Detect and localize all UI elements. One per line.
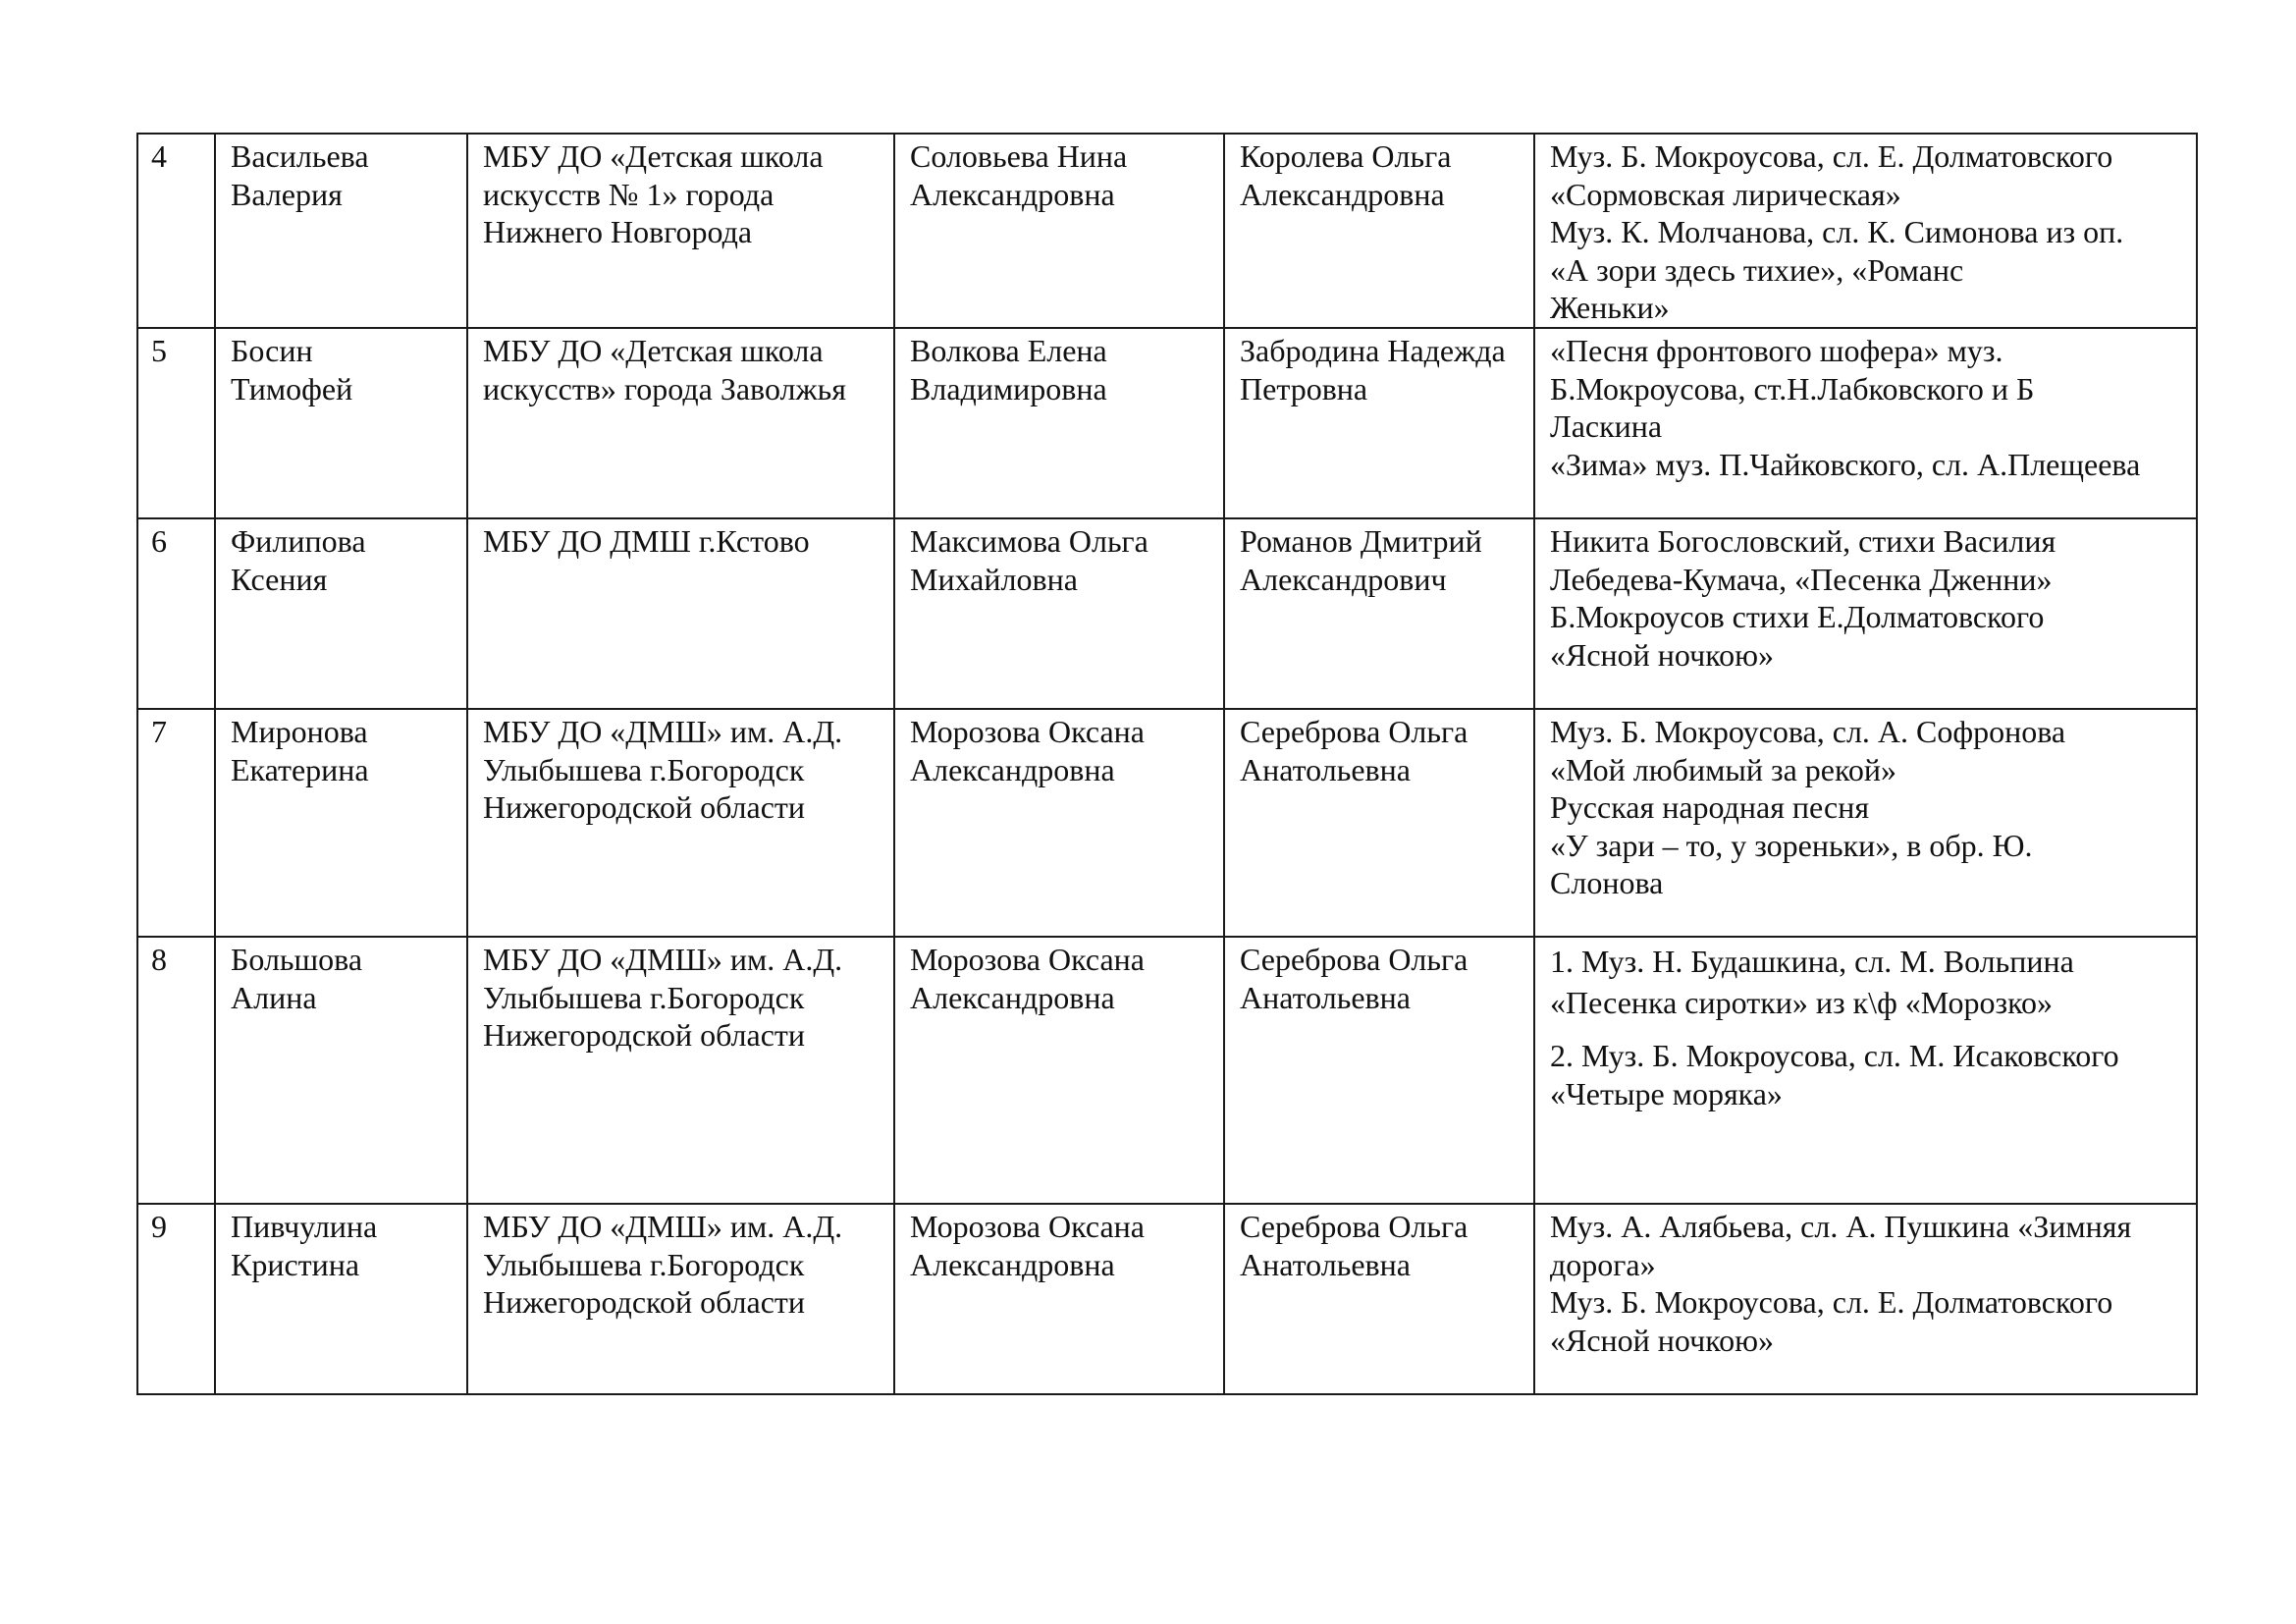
row-number: 4	[137, 134, 215, 328]
text-line: Ксения	[231, 561, 328, 597]
text-line: «Зима» муз. П.Чайковского, сл. А.Плещеева	[1550, 446, 2141, 482]
text-line: Муз. А. Алябьева, сл. А. Пушкина «Зимняя	[1550, 1208, 2132, 1244]
text-line: Пивчулина	[231, 1208, 378, 1244]
row-number: 7	[137, 709, 215, 937]
text-line: Морозова Оксана	[910, 1208, 1145, 1244]
teacher-cell	[894, 518, 1224, 709]
text-line: Босин	[231, 332, 313, 368]
text-line: Муз. Б. Мокроусова, сл. Е. Долматовского	[1550, 138, 2113, 174]
text-line: Муз. К. Молчанова, сл. К. Симонова из оп.	[1550, 214, 2124, 250]
text-line: дорога»	[1550, 1246, 1656, 1282]
text-line: Александровна	[910, 751, 1115, 787]
text-line: «Мой любимый за рекой»	[1550, 751, 1897, 787]
accompanist-cell	[1224, 709, 1534, 937]
repertoire-cell	[1534, 328, 2197, 518]
table-row	[137, 1204, 2197, 1394]
text-line: Сереброва Ольга	[1240, 1208, 1468, 1244]
text-line: Забродина Надежда	[1240, 332, 1506, 368]
text-line: «Сормовская лирическая»	[1550, 176, 1901, 212]
school-cell	[467, 328, 894, 518]
text-line: Валерия	[231, 176, 343, 212]
text-line: Соловьева Нина	[910, 138, 1128, 174]
school-cell	[467, 937, 894, 1204]
text-line: Романов Дмитрий	[1240, 522, 1482, 559]
text-line: Александровна	[910, 979, 1115, 1015]
teacher-cell	[894, 134, 1224, 328]
text-line: Слонова	[1550, 865, 1664, 901]
text-line: «Песенка сиротки» из к\ф «Морозко»	[1550, 984, 2054, 1020]
text-line: Александрович	[1240, 561, 1447, 597]
text-line: Александровна	[910, 176, 1115, 212]
text-line: Морозова Оксана	[910, 941, 1145, 977]
text-line: Нижегородской области	[483, 789, 806, 826]
text-line: Алина	[231, 979, 317, 1015]
text-line: искусств» города Заволжья	[483, 370, 846, 406]
text-line: Волкова Елена	[910, 332, 1107, 368]
participant-name	[215, 134, 467, 328]
participant-name	[215, 1204, 467, 1394]
text-line: Большова	[231, 941, 363, 977]
text-line: Муз. Б. Мокроусова, сл. Е. Долматовского	[1550, 1284, 2113, 1321]
row-number: 6	[137, 518, 215, 709]
text-line: Владимировна	[910, 370, 1107, 406]
text-line: МБУ ДО «ДМШ» им. А.Д.	[483, 941, 843, 977]
text-line: Улыбышева г.Богородск	[483, 1246, 805, 1282]
table-row	[137, 937, 2197, 1204]
text-line: 2. Муз. Б. Мокроусова, сл. М. Исаковского	[1550, 1037, 2119, 1073]
text-line: «У зари – то, у зореньки», в обр. Ю.	[1550, 827, 2033, 863]
text-line: «А зори здесь тихие», «Романс	[1550, 251, 1964, 288]
accompanist-cell	[1224, 1204, 1534, 1394]
teacher-cell	[894, 937, 1224, 1204]
text-line: Нижегородской области	[483, 1017, 806, 1054]
text-line: «Ясной ночкою»	[1550, 636, 1775, 673]
text-line: Сереброва Ольга	[1240, 713, 1468, 749]
text-line: Улыбышева г.Богородск	[483, 979, 805, 1015]
text-line: «Песня фронтового шофера» муз.	[1550, 332, 2003, 368]
text-line: Никита Богословский, стихи Василия	[1550, 522, 2056, 559]
text-line: Сереброва Ольга	[1240, 941, 1468, 977]
text-line: Улыбышева г.Богородск	[483, 751, 805, 787]
text-line: Тимофей	[231, 370, 353, 406]
text-line: Кристина	[231, 1246, 360, 1282]
row-number: 9	[137, 1204, 215, 1394]
text-line: Анатольевна	[1240, 979, 1411, 1015]
text-line: Нижнего Новгорода	[483, 214, 753, 250]
table-row	[137, 518, 2197, 709]
participant-name	[215, 328, 467, 518]
text-line: МБУ ДО «ДМШ» им. А.Д.	[483, 713, 843, 749]
text-line: 1. Муз. Н. Будашкина, сл. М. Вольпина	[1550, 943, 2074, 979]
repertoire-cell	[1534, 937, 2197, 1204]
text-line: Максимова Ольга	[910, 522, 1148, 559]
participant-name	[215, 937, 467, 1204]
teacher-cell	[894, 328, 1224, 518]
text-line: Петровна	[1240, 370, 1368, 406]
text-line: Александровна	[910, 1246, 1115, 1282]
text-line: Анатольевна	[1240, 1246, 1411, 1282]
text-line: МБУ ДО «Детская школа	[483, 138, 824, 174]
teacher-cell	[894, 1204, 1224, 1394]
text-line: Лебедева-Кумача, «Песенка Дженни»	[1550, 561, 2053, 597]
accompanist-cell	[1224, 328, 1534, 518]
participant-name	[215, 709, 467, 937]
participant-name	[215, 518, 467, 709]
repertoire-cell	[1534, 709, 2197, 937]
text-line: искусств № 1» города	[483, 176, 774, 212]
row-number: 5	[137, 328, 215, 518]
table-row	[137, 134, 2197, 328]
text-line: Женьки»	[1550, 290, 1670, 326]
accompanist-cell	[1224, 134, 1534, 328]
school-cell	[467, 709, 894, 937]
repertoire-cell	[1534, 518, 2197, 709]
table-row	[137, 328, 2197, 518]
accompanist-cell	[1224, 518, 1534, 709]
teacher-cell	[894, 709, 1224, 937]
text-line: Миронова	[231, 713, 368, 749]
text-line: Александровна	[1240, 176, 1445, 212]
text-line: Русская народная песня	[1550, 789, 1870, 826]
row-number: 8	[137, 937, 215, 1204]
text-line: «Ясной ночкою»	[1550, 1322, 1775, 1358]
text-line: Морозова Оксана	[910, 713, 1145, 749]
text-line: Михайловна	[910, 561, 1078, 597]
participants-table	[136, 133, 2198, 1395]
text-line: Королева Ольга	[1240, 138, 1452, 174]
text-line: Анатольевна	[1240, 751, 1411, 787]
repertoire-cell	[1534, 134, 2197, 328]
text-line: МБУ ДО «Детская школа	[483, 332, 824, 368]
text-line: Васильева	[231, 138, 369, 174]
text-line: Ласкина	[1550, 408, 1663, 445]
text-line: Нижегородской области	[483, 1284, 806, 1321]
school-cell	[467, 134, 894, 328]
text-line: «Четыре моряка»	[1550, 1075, 1783, 1111]
school-cell	[467, 1204, 894, 1394]
repertoire-cell	[1534, 1204, 2197, 1394]
text-line: МБУ ДО «ДМШ» им. А.Д.	[483, 1208, 843, 1244]
text-line: Б.Мокроусова, ст.Н.Лабковского и Б	[1550, 370, 2035, 406]
text-line: Муз. Б. Мокроусова, сл. А. Софронова	[1550, 713, 2066, 749]
school-cell	[467, 518, 894, 709]
accompanist-cell	[1224, 937, 1534, 1204]
text-line: МБУ ДО ДМШ г.Кстово	[483, 522, 810, 559]
blank-line	[1550, 1023, 2182, 1037]
text-line: Б.Мокроусов стихи Е.Долматовского	[1550, 599, 2045, 635]
table-row	[137, 709, 2197, 937]
text-line: Екатерина	[231, 751, 369, 787]
text-line: Филипова	[231, 522, 366, 559]
